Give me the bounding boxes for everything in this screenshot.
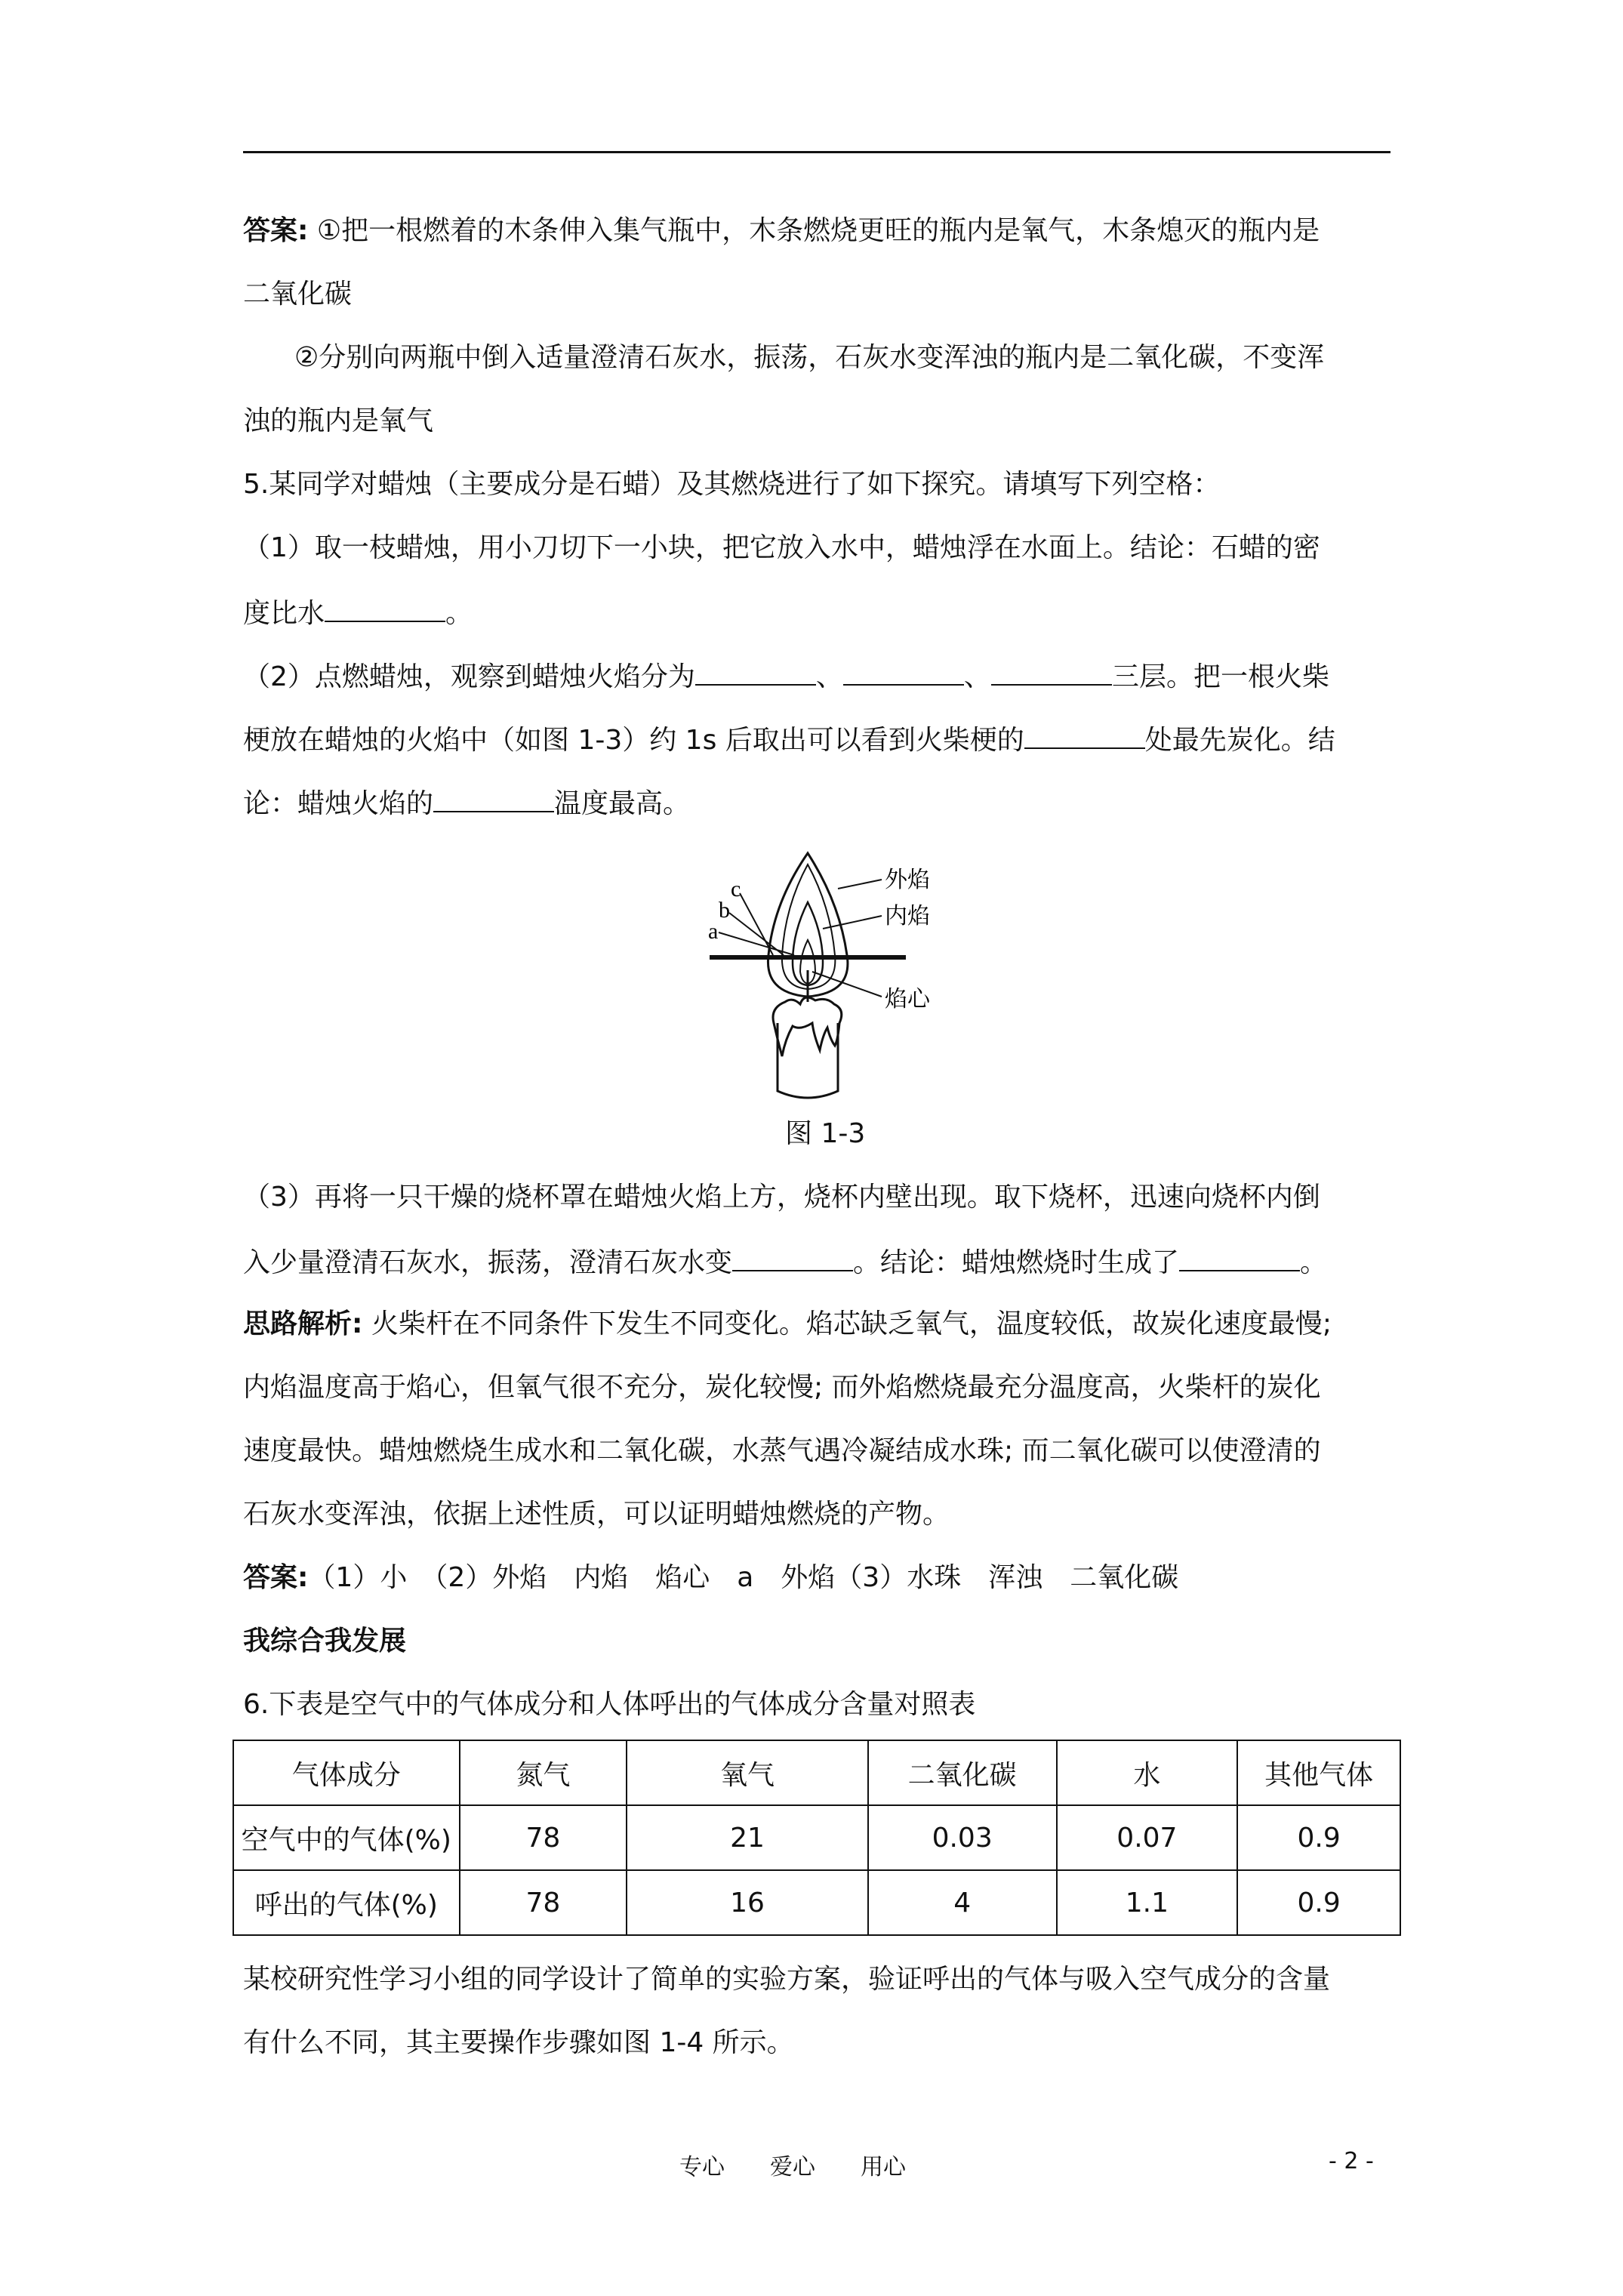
label-flame-core: 焰心 <box>885 986 930 1012</box>
analysis-line-3: 速度最快。蜡烛燃烧生成水和二氧化碳，水蒸气遇冷凝结成水珠; 而二氧化碳可以使澄清的 <box>243 1435 1321 1466</box>
answer-4-item1: ①把一根燃着的木条伸入集气瓶中，木条燃烧更旺的瓶内是氧气，木条熄灭的瓶内是 <box>316 215 1320 246</box>
table-cell: 78 <box>460 1805 627 1870</box>
label-b: b <box>719 898 730 923</box>
answer-5-label: 答案 <box>243 1562 298 1593</box>
label-outer-flame: 外焰 <box>885 867 930 893</box>
answer-4-line-4: 浊的瓶内是氧气 <box>243 405 434 436</box>
analysis-text-1: 火柴杆在不同条件下发生不同变化。焰芯缺乏氧气，温度较低，故炭化速度最慢; <box>371 1308 1332 1339</box>
q5-part3-text-b: 。结论：蜡烛燃烧时生成了 <box>853 1247 1180 1278</box>
q5-part1-end: 。 <box>445 598 473 629</box>
table-cell: 0.9 <box>1237 1805 1400 1870</box>
table-header: 水 <box>1057 1740 1238 1805</box>
q5-part2-text-b: 三层。把一根火柴 <box>1111 661 1329 692</box>
answer-5-text: （1）小 （2）外焰 内焰 焰心 a 外焰（3）水珠 浑浊 二氧化碳 <box>308 1562 1179 1593</box>
header-rule <box>243 151 1390 153</box>
q5-part2-line1 <box>243 655 1390 697</box>
label-a: a <box>708 919 719 944</box>
table-cell: 78 <box>460 1870 627 1935</box>
answer-4-line-2: 二氧化碳 <box>243 279 353 310</box>
blank-density[interactable] <box>325 592 445 622</box>
question-6-stem: 6.下表是空气中的气体成分和人体呼出的气体成分含量对照表 <box>243 1689 976 1720</box>
footer-motto: 专心 爱心 用心 <box>679 2154 906 2180</box>
answer-5: 答案:（1）小 （2）外焰 内焰 焰心 a 外焰（3）水珠 浑浊 二氧化碳 <box>243 1562 1179 1593</box>
blank-flame-layer-1[interactable] <box>695 655 816 686</box>
table-cell: 呼出的气体(%) <box>233 1870 460 1935</box>
table-cell: 0.07 <box>1057 1805 1238 1870</box>
table-header-row <box>233 1740 1400 1805</box>
table-header: 氮气 <box>460 1740 627 1805</box>
q5-part2-text-f: 温度最高。 <box>554 788 691 819</box>
table-row <box>233 1805 1400 1870</box>
table-row <box>233 1870 1400 1935</box>
table-cell: 0.03 <box>868 1805 1057 1870</box>
answer-4-line-3: ②分别向两瓶中倒入适量澄清石灰水，振荡，石灰水变浑浊的瓶内是二氧化碳，不变浑 <box>294 342 1325 373</box>
gas-composition-table <box>233 1740 1401 1936</box>
table-cell: 0.9 <box>1237 1870 1400 1935</box>
answer-4-line-1: 答案: ①把一根燃着的木条伸入集气瓶中，木条燃烧更旺的瓶内是氧气，木条熄灭的瓶内是 <box>243 215 1320 246</box>
label-c: c <box>731 877 741 901</box>
q5-part2-text-d: 处最先炭化。结 <box>1144 725 1335 756</box>
analysis-line-2: 内焰温度高于焰心，但氧气很不充分，炭化较慢; 而外焰燃烧最充分温度高，火柴杆的炭化 <box>243 1372 1321 1403</box>
separator: 、 <box>815 661 843 692</box>
q5-part1-line2 <box>243 592 1390 633</box>
table-cell: 1.1 <box>1057 1870 1238 1935</box>
table-header: 二氧化碳 <box>868 1740 1057 1805</box>
figure-caption: 图 1-3 <box>785 1118 866 1149</box>
pointer-core <box>812 972 882 997</box>
blank-hottest-layer[interactable] <box>433 782 554 812</box>
pointer-inner <box>823 916 882 929</box>
section-title: 我综合我发展 <box>243 1626 407 1657</box>
q5-part3-end: 。 <box>1300 1247 1328 1278</box>
answer-label: 答案 <box>243 215 298 246</box>
table-cell: 16 <box>627 1870 868 1935</box>
match-stick <box>710 955 906 960</box>
table-cell: 21 <box>627 1805 868 1870</box>
q6-after-line-1: 某校研究性学习小组的同学设计了简单的实验方案，验证呼出的气体与吸入空气成分的含量 <box>243 1964 1331 1995</box>
table-cell: 空气中的气体(%) <box>233 1805 460 1870</box>
q6-after-line-2: 有什么不同，其主要操作步骤如图 1-4 所示。 <box>243 2027 794 2058</box>
q5-part3-line1: （3）再将一只干燥的烧杯罩在蜡烛火焰上方，烧杯内壁出现。取下烧杯，迅速向烧杯内倒 <box>243 1182 1320 1213</box>
blank-carbonize-position[interactable] <box>1024 719 1145 749</box>
q5-part2-text-e: 论：蜡烛火焰的 <box>243 788 434 819</box>
table-header: 氧气 <box>627 1740 868 1805</box>
q5-part3-text-a: 入少量澄清石灰水，振荡，澄清石灰水变 <box>243 1247 733 1278</box>
analysis-label: 思路解析 <box>243 1308 353 1339</box>
q5-part2-line2 <box>243 719 1390 760</box>
blank-product[interactable] <box>1179 1241 1300 1271</box>
q5-part2-text-a: （2）点燃蜡烛，观察到蜡烛火焰分为 <box>243 661 695 692</box>
q5-part2-line3 <box>243 782 1390 824</box>
candle-wax-top <box>773 997 842 1056</box>
analysis-line-1: 思路解析: 火柴杆在不同条件下发生不同变化。焰芯缺乏氧气，温度较低，故炭化速度最慢; <box>243 1308 1332 1339</box>
blank-limewater[interactable] <box>732 1241 853 1271</box>
label-inner-flame: 内焰 <box>885 903 930 929</box>
blank-flame-layer-3[interactable] <box>991 655 1112 686</box>
table-header: 气体成分 <box>233 1740 460 1805</box>
blank-flame-layer-2[interactable] <box>843 655 964 686</box>
table-header: 其他气体 <box>1237 1740 1400 1805</box>
q5-part1-text: 度比水 <box>243 598 325 629</box>
question-5-stem: 5.某同学对蜡烛（主要成分是石蜡）及其燃烧进行了如下探究。请填写下列空格： <box>243 469 1221 500</box>
separator: 、 <box>963 661 991 692</box>
q5-part2-text-c: 梗放在蜡烛的火焰中（如图 1-3）约 1s 后取出可以看到火柴梗的 <box>243 725 1024 756</box>
q5-part1-line1: （1）取一枝蜡烛，用小刀切下一小块，把它放入水中，蜡烛浮在水面上。结论：石蜡的密 <box>243 532 1320 563</box>
q5-part3-line2 <box>243 1241 1390 1283</box>
table-cell: 4 <box>868 1870 1057 1935</box>
analysis-line-4: 石灰水变浑浊，依据上述性质，可以证明蜡烛燃烧的产物。 <box>243 1499 950 1530</box>
candle-flame-figure <box>679 842 981 1106</box>
pointer-outer <box>838 880 882 889</box>
page-number: - 2 - <box>1329 2148 1374 2174</box>
